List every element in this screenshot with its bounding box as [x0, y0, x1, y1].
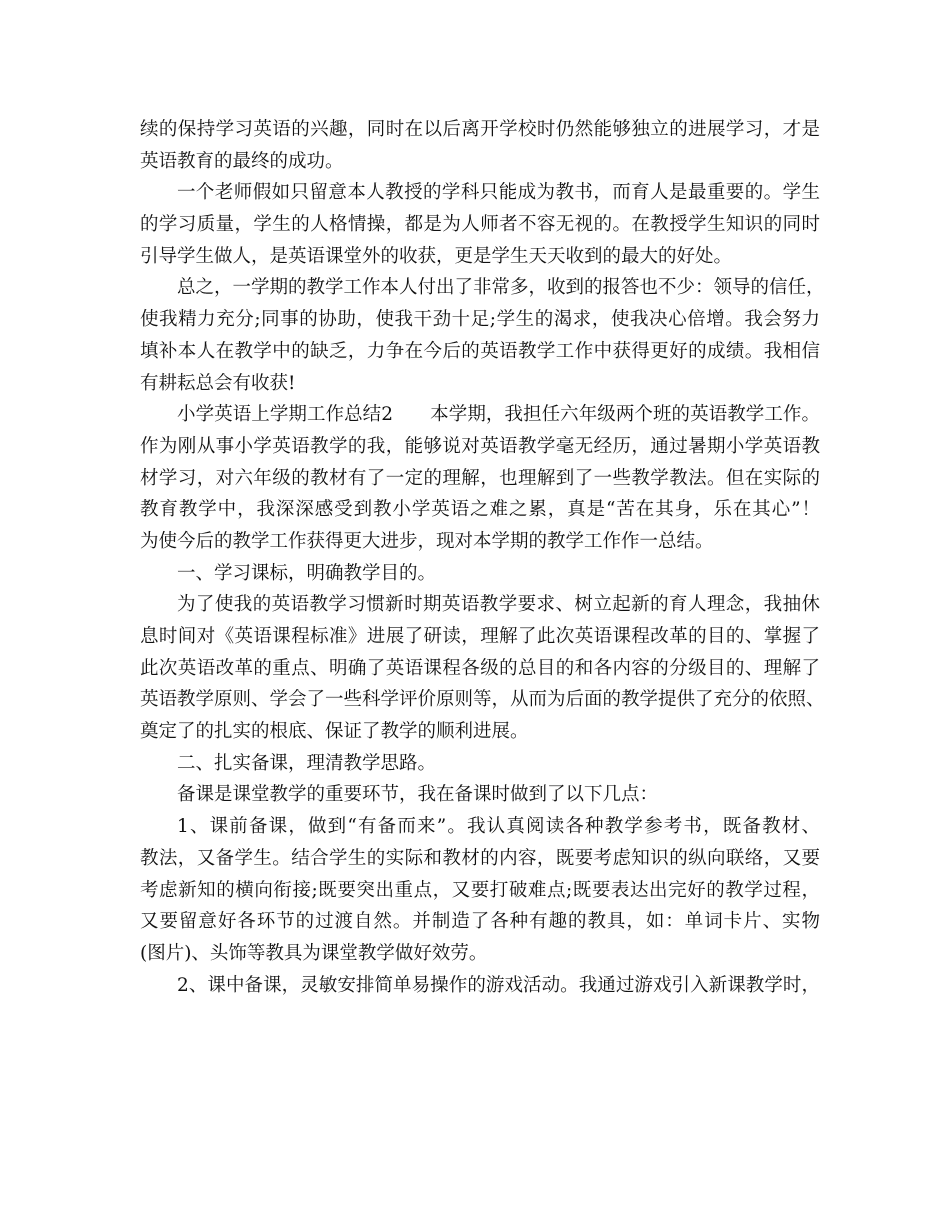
text-line: 填补本人在教学中的缺乏，力争在今后的英语教学工作中获得更好的成绩。我相信: [140, 340, 820, 362]
text-line: 考虑新知的横向衔接;既要突出重点，又要打破难点;既要表达出完好的教学过程，: [140, 879, 820, 901]
text-line: 引导学生做人，是英语课堂外的收获，更是学生天天收到的最大的好处。: [140, 245, 733, 267]
text-line: 总之，一学期的教学工作本人付出了非常多，收到的报答也不少：领导的信任，: [177, 277, 825, 299]
text-line: 一个老师假如只留意本人教授的学科只能成为教书，而育人是最重要的。学生: [177, 182, 820, 204]
text-line: 为了使我的英语教学习惯新时期英语教学要求、树立起新的育人理念，我抽休: [177, 594, 820, 616]
text-line: 英语教育的最终的成功。: [140, 150, 344, 172]
text-line: 教育教学中，我深深感受到教小学英语之难之累，真是“苦在其身，乐在其心”！: [140, 499, 820, 521]
text-line: 材学习，对六年级的教材有了一定的理解，也理解到了一些教学教法。但在实际的: [140, 467, 820, 489]
document-body: [140, 114, 825, 1001]
text-line: 作为刚从事小学英语教学的我，能够说对英语教学毫无经历，通过暑期小学英语教: [140, 435, 820, 457]
text-line: 息时间对《英语课程标准》进展了研读，理解了此次英语课程改革的目的、掌握了: [140, 626, 820, 647]
text-line: (图片)、头饰等教具为课堂教学做好效劳。: [140, 942, 488, 964]
text-line: 二、扎实备课，理清教学思路。: [177, 752, 437, 774]
text-line: 英语教学原则、学会了一些科学评价原则等，从而为后面的教学提供了充分的依照、: [140, 689, 825, 711]
text-line: 有耕耘总会有收获!: [140, 372, 296, 394]
text-line: 小学英语上学期工作总结2 本学期，我担任六年级两个班的英语教学工作。: [177, 404, 820, 426]
text-line: 奠定了的扎实的根底、保证了教学的顺利进展。: [140, 721, 529, 743]
text-line: 2、课中备课，灵敏安排简单易操作的游戏活动。我通过游戏引入新课教学时，: [177, 974, 820, 996]
text-line: 1、课前备课，做到“有备而来”。我认真阅读各种教学参考书，既备教材、: [177, 816, 820, 838]
text-line: 续的保持学习英语的兴趣，同时在以后离开学校时仍然能够独立的进展学习，才是: [140, 119, 820, 140]
text-line: 的学习质量，学生的人格情操，都是为人师者不容无视的。在教授学生知识的同时: [140, 214, 820, 236]
text-line: 使我精力充分;同事的协助，使我干劲十足;学生的渴求，使我决心倍增。我会努力: [140, 309, 820, 331]
text-line: 教法，又备学生。结合学生的实际和教材的内容，既要考虑知识的纵向联络，又要: [140, 847, 820, 869]
text-line: 备课是课堂教学的重要环节，我在备课时做到了以下几点：: [177, 784, 659, 806]
text-line: 又要留意好各环节的过渡自然。并制造了各种有趣的教具，如：单词卡片、实物: [140, 911, 820, 933]
text-line: 一、学习课标，明确教学目的。: [177, 562, 437, 584]
text-line: 为使今后的教学工作获得更大进步，现对本学期的教学工作作一总结。: [140, 530, 714, 552]
text-line: 此次英语改革的重点、明确了英语课程各级的总目的和各内容的分级目的、理解了: [140, 657, 820, 679]
